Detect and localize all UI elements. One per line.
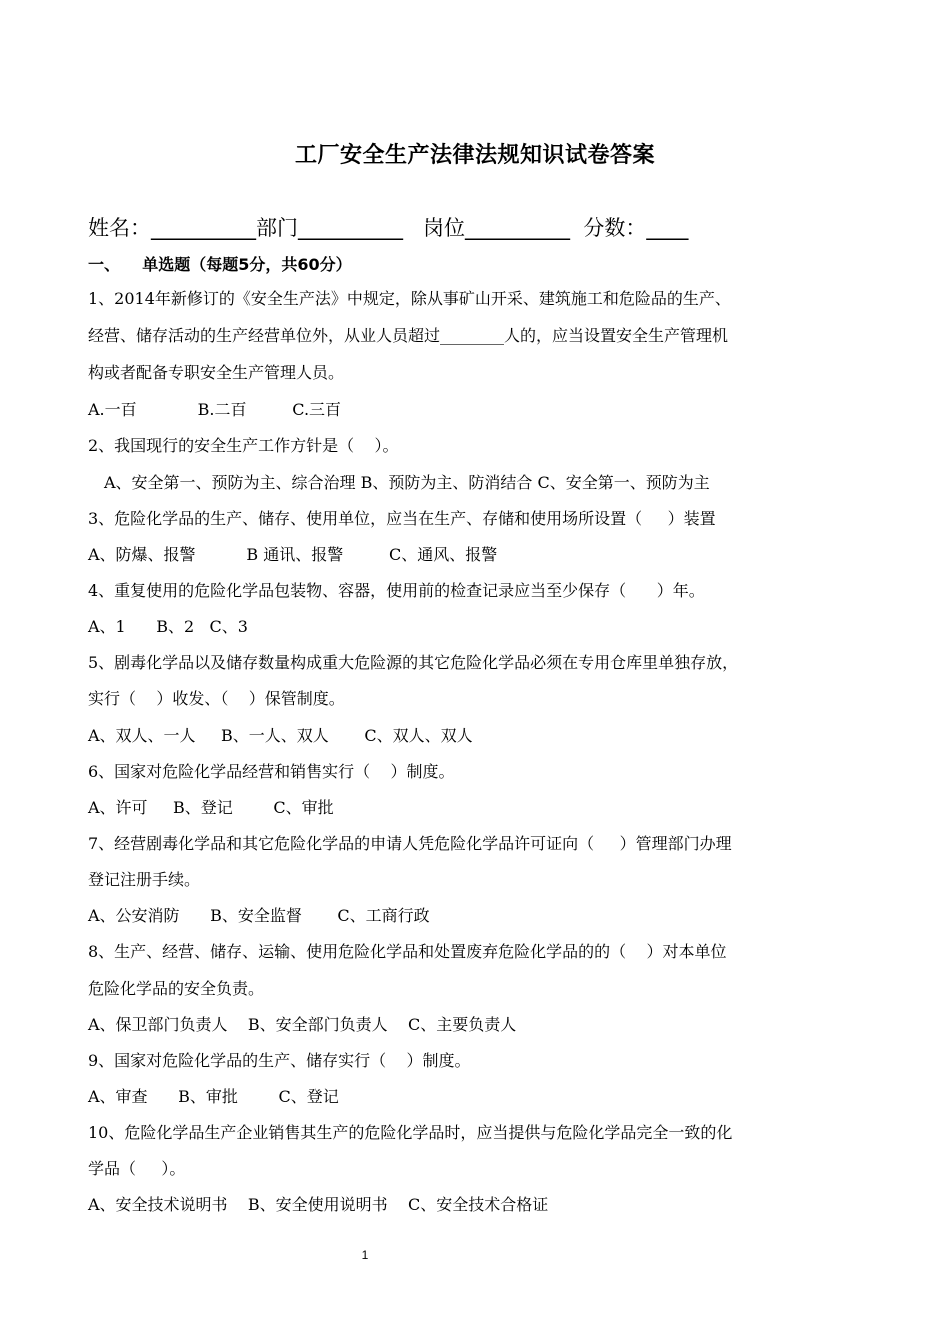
text-line: 实行（ ）收发、（ ）保管制度。 [88, 689, 345, 708]
info-line: 姓名：__________部门__________ 岗位__________ 分数：____ [88, 216, 689, 240]
question-line: 5、剧毒化学品以及储存数量构成重大危险源的其它危险化学品必须在专用仓库里单独存放， [88, 653, 739, 672]
section-heading: 一、 单选题（每题5分，共60分） [88, 255, 352, 274]
question-line: 7、经营剧毒化学品和其它危险化学品的申请人凭危险化学品许可证向（ ）管理部门办理 [88, 834, 732, 853]
option-line: A、许可 B、登记 C、审批 [88, 798, 334, 817]
option-line: A、公安消防 B、安全监督 C、工商行政 [88, 906, 430, 925]
question-line: 8、生产、经营、储存、运输、使用危险化学品和处置废弃危险化学品的的（ ）对本单位 [88, 942, 727, 961]
text-line: 学品（ ）。 [88, 1159, 186, 1178]
page-number: 1 [361, 1248, 369, 1262]
question-line: 9、国家对危险化学品的生产、储存实行（ ）制度。 [88, 1051, 471, 1070]
text-line: 危险化学品的安全负责。 [88, 979, 265, 998]
option-line: A、双人、一人 B、一人、双人 C、双人、双人 [88, 726, 473, 745]
option-line: A、防爆、报警 B 通讯、报警 C、通风、报警 [88, 545, 498, 564]
question-line: 6、国家对危险化学品经营和销售实行（ ）制度。 [88, 762, 455, 781]
question-line: 2、我国现行的安全生产工作方针是（ ）。 [88, 436, 399, 455]
option-line: A、审查 B、审批 C、登记 [88, 1087, 339, 1106]
option-line: A、安全第一、预防为主、综合治理 B、预防为主、防消结合 C、安全第一、预防为主 [104, 473, 710, 492]
text-line: 构或者配备专职安全生产管理人员。 [88, 363, 345, 382]
option-line: A、保卫部门负责人 B、安全部门负责人 C、主要负责人 [88, 1015, 517, 1034]
question-line: 3、危险化学品的生产、储存、使用单位，应当在生产、存储和使用场所设置（ ）装置 [88, 509, 716, 528]
text-line: 经营、储存活动的生产经营单位外，从业人员超过________人的，应当设置安全生产管理机 [88, 326, 729, 345]
option-line: A、安全技术说明书 B、安全使用说明书 C、安全技术合格证 [88, 1195, 549, 1214]
option-line: A.一百 B.二百 C.三百 [88, 400, 342, 419]
option-line: A、1 B、2 C、3 [88, 617, 248, 636]
question-line: 10、危险化学品生产企业销售其生产的危险化学品时，应当提供与危险化学品完全一致的化 [88, 1123, 733, 1142]
text-line: 1、2014年新修订的《安全生产法》中规定，除从事矿山开采、建筑施工和危险品的生产、 [88, 289, 731, 308]
text-line: 登记注册手续。 [88, 870, 201, 889]
question-line: 4、重复使用的危险化学品包装物、容器，使用前的检查记录应当至少保存（ ）年。 [88, 581, 705, 600]
page-title: 工厂安全生产法律法规知识试卷答案 [294, 143, 655, 168]
